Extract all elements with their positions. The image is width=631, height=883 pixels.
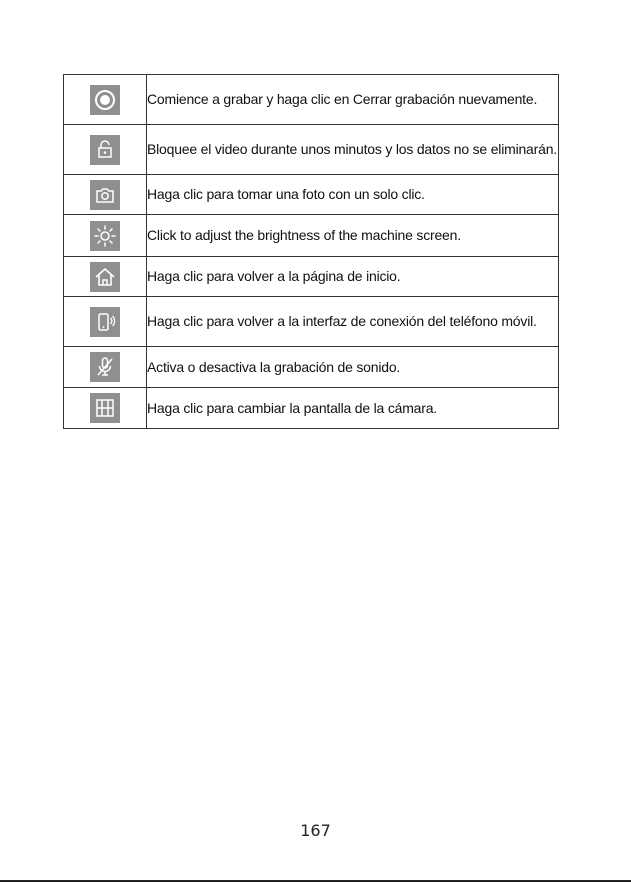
description-text: Bloquee el video durante unos minutos y los datos no se eliminarán.	[147, 125, 559, 175]
bottom-rule	[0, 880, 631, 882]
table-row	[64, 125, 559, 175]
icon-cell	[64, 297, 147, 347]
table-row	[64, 215, 559, 257]
description-text: Haga clic para tomar una foto con un solo clic.	[147, 175, 559, 215]
switch-camera-icon	[90, 393, 120, 423]
page-number: 167	[300, 821, 331, 840]
table-row	[64, 388, 559, 429]
description-text: Haga clic para volver a la página de inicio.	[147, 257, 559, 297]
description-text: Click to adjust the brightness of the machine screen.	[147, 215, 559, 257]
description-text: Comience a grabar y haga clic en Cerrar grabación nuevamente.	[147, 75, 559, 125]
icon-description-table	[63, 74, 559, 429]
record-icon	[90, 85, 120, 115]
phone-connection-icon	[90, 307, 120, 337]
table-row	[64, 297, 559, 347]
icon-cell	[64, 175, 147, 215]
icon-cell	[64, 347, 147, 388]
table-row	[64, 75, 559, 125]
icon-cell	[64, 257, 147, 297]
icon-cell	[64, 75, 147, 125]
icon-cell	[64, 388, 147, 429]
table-row	[64, 257, 559, 297]
lock-icon	[90, 135, 120, 165]
home-icon	[90, 262, 120, 292]
icon-cell	[64, 125, 147, 175]
brightness-icon	[90, 221, 120, 251]
description-text: Haga clic para cambiar la pantalla de la cámara.	[147, 388, 559, 429]
microphone-muted-icon	[90, 352, 120, 382]
description-text: Haga clic para volver a la interfaz de conexión del teléfono móvil.	[147, 297, 559, 347]
description-text: Activa o desactiva la grabación de sonido.	[147, 347, 559, 388]
camera-icon	[90, 180, 120, 210]
table-row	[64, 347, 559, 388]
icon-cell	[64, 215, 147, 257]
table-row	[64, 175, 559, 215]
